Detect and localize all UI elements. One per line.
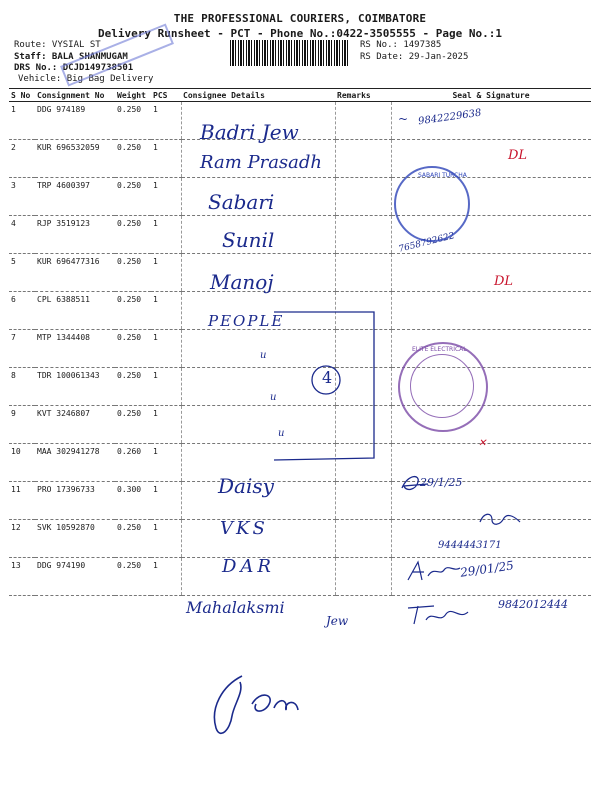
signature-12 [404,556,464,586]
cell-weight: 0.300 [115,482,151,520]
handwritten-name-13b: Jew [326,614,349,628]
cell-consignment: RJP 3519123 [35,216,115,254]
signature-10 [398,470,438,500]
handwritten-name-2: Ram Prasadh [200,152,323,173]
handwritten-name-6: PEOPLE [208,312,285,330]
cell-pcs: 1 [151,292,181,330]
cell-pcs: 1 [151,558,181,596]
cell-consignment: SVK 10592870 [35,520,115,558]
cell-remarks [335,140,391,178]
phone-11: 9444443171 [438,540,502,551]
col-seal: Seal & Signature [391,89,591,102]
table-header-row [9,89,591,102]
cell-pcs: 1 [151,368,181,406]
cell-sno: 5 [9,254,35,292]
col-pcs: PCS [151,89,181,102]
signature-1: ~ [398,112,409,126]
cell-sno: 4 [9,216,35,254]
cell-pcs: 1 [151,216,181,254]
route-label: Route: VYSIAL ST [14,40,101,50]
cell-weight: 0.250 [115,520,151,558]
circled-count: 4 [322,368,333,387]
cell-weight: 0.250 [115,558,151,596]
cell-remarks [335,558,391,596]
cell-pcs: 1 [151,140,181,178]
handwritten-name-13: Mahalaksmi [186,598,285,617]
cell-sno: 13 [9,558,35,596]
rs-date: RS Date: 29-Jan-2025 [360,52,469,62]
cell-sno: 1 [9,102,35,140]
cell-weight: 0.250 [115,330,151,368]
cell-remarks [335,482,391,520]
cell-pcs: 1 [151,102,181,140]
cell-weight: 0.250 [115,140,151,178]
cell-pcs: 1 [151,520,181,558]
cell-consignment: KUR 696532059 [35,140,115,178]
cell-consignment: DDG 974189 [35,102,115,140]
cell-sno: 9 [9,406,35,444]
cell-sno: 6 [9,292,35,330]
col-weight: Weight [115,89,151,102]
handwritten-name-5: Manoj [210,270,274,294]
phone-1: 9842229638 [417,107,483,128]
cell-consignment: TRP 4600397 [35,178,115,216]
cell-weight: 0.250 [115,254,151,292]
cell-remarks [335,520,391,558]
cell-pcs: 1 [151,444,181,482]
cell-seal [391,254,591,292]
cell-weight: 0.250 [115,102,151,140]
table-row [9,216,591,254]
cell-remarks [335,254,391,292]
col-consignment: Consignment No [35,89,115,102]
drs-number: DRS No.: DCJD149738501 [14,63,134,73]
cell-consignment: MAA 302941278 [35,444,115,482]
staff-label: Staff: BALA SHANMUGAM [14,52,128,62]
group-bracket [270,308,382,468]
cell-consignment: PRO 17396733 [35,482,115,520]
cell-consignment: DDG 974190 [35,558,115,596]
cell-remarks [335,178,391,216]
cell-remarks [335,102,391,140]
phone-13: 9842012444 [498,598,568,611]
ditto-mark-7: u [260,350,267,361]
handwritten-name-12: DAR [222,556,275,577]
col-sno: S No [9,89,35,102]
col-consignee: Consignee Details [181,89,335,102]
cell-pcs: 1 [151,330,181,368]
cell-weight: 0.250 [115,406,151,444]
bottom-signature [204,668,334,748]
cell-pcs: 1 [151,482,181,520]
col-remarks: Remarks [335,89,391,102]
handwritten-name-1: Badri Jew [200,120,299,144]
cell-weight: 0.250 [115,368,151,406]
cell-consignment: KVT 3246807 [35,406,115,444]
runsheet-subtitle: Delivery Runsheet - PCT - Phone No.:0422-3505555 - Page No.:1 [98,27,502,40]
company-title: THE PROFESSIONAL COURIERS, COIMBATORE [173,12,427,25]
handwritten-name-10: Daisy [218,474,274,498]
table-row [9,102,591,140]
rs-number: RS No.: 1497385 [360,40,442,50]
red-mark: ✕ [478,438,487,449]
handwritten-name-3: Sabari [208,190,275,214]
cell-seal [391,292,591,330]
barcode [230,40,350,66]
signature-11 [476,508,526,532]
cell-weight: 0.260 [115,444,151,482]
stamp-text-sabari: SABARI TURCHA [418,172,467,179]
ditto-mark-9: u [278,428,285,439]
phone-4: 7658792622 [397,231,456,255]
table-row [9,178,591,216]
cell-weight: 0.250 [115,178,151,216]
cell-sno: 12 [9,520,35,558]
remark-dl-5: DL [494,274,514,289]
cell-weight: 0.250 [115,216,151,254]
cell-sno: 2 [9,140,35,178]
ditto-mark-8: u [270,392,277,403]
cell-remarks [335,216,391,254]
cell-consignment: TDR 100061343 [35,368,115,406]
cell-pcs: 1 [151,406,181,444]
cell-pcs: 1 [151,254,181,292]
handwritten-name-4: Sunil [222,228,275,252]
date-10: 29/1/25 [420,476,463,489]
cell-sno: 10 [9,444,35,482]
cell-consignment: MTP 1344408 [35,330,115,368]
stamp-text-electrical: ELITE ELECTRICAL [412,346,467,353]
signature-13 [404,600,474,630]
handwritten-name-11: VKS [220,518,268,539]
cell-pcs: 1 [151,178,181,216]
cell-sno: 11 [9,482,35,520]
cell-sno: 7 [9,330,35,368]
cell-weight: 0.250 [115,292,151,330]
cell-sno: 3 [9,178,35,216]
cell-sno: 8 [9,368,35,406]
date-12: 29/01/25 [459,558,515,580]
round-stamp-inner [410,354,474,418]
cell-consignment: KUR 696477316 [35,254,115,292]
remark-dl-2: DL [508,148,528,163]
vehicle-label: Vehicle: Big Bag Delivery [18,74,154,84]
cell-consignment: CPL 6388511 [35,292,115,330]
